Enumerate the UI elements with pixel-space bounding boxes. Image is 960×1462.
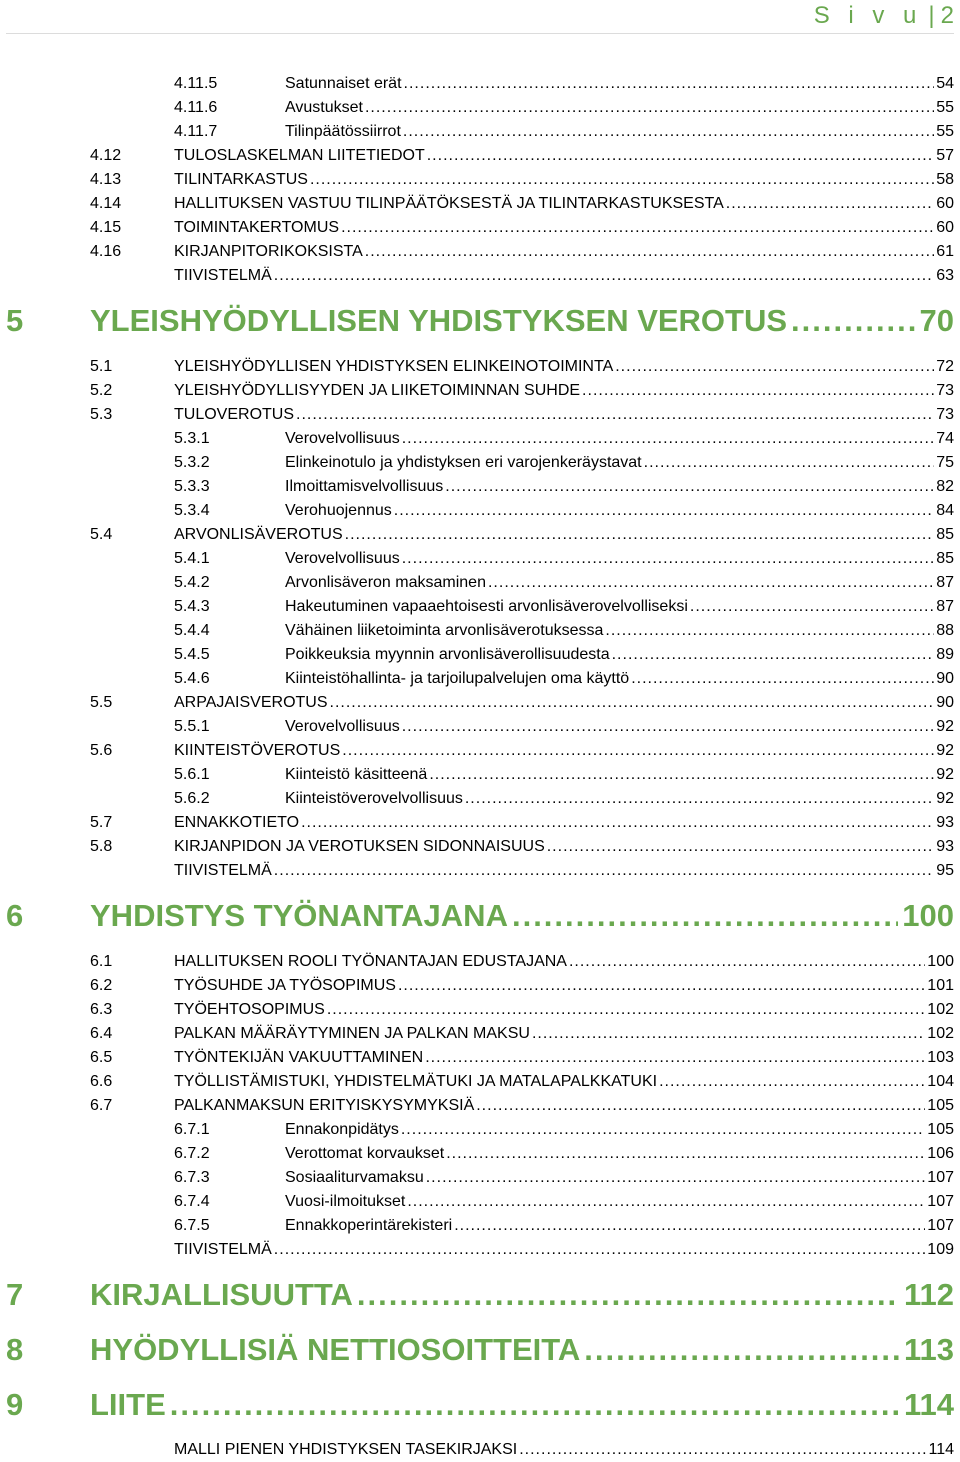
toc-entry-6-7-4[interactable]: 6.7.4 Vuosi-ilmoitukset ..... 107 [174,1190,954,1214]
toc-entry-5-3[interactable]: 5.3 TULOVEROTUS ..... 73 [90,403,954,427]
page-label: S i v u [813,2,923,29]
page-header [814,2,954,30]
toc-entry-4-13[interactable]: 4.13 TILINTARKASTUS ..... 58 [90,168,954,192]
toc-chapter-7[interactable]: 7 KIRJALLISUUTTA ..... 112 [6,1274,954,1316]
toc-entry-tiivistelma-5[interactable]: TIIVISTELMÄ ..... 95 [174,859,954,883]
toc-entry-6-4[interactable]: 6.4 PALKAN MÄÄRÄYTYMINEN JA PALKAN MAKSU ..... 102 [90,1022,954,1046]
toc-entry-4-12[interactable]: 4.12 TULOSLASKELMAN LIITETIEDOT ..... 57 [90,144,954,168]
toc-chapter-8[interactable]: 8 HYÖDYLLISIÄ NETTIOSOITTEITA ..... 113 [6,1329,954,1371]
toc-entry-6-7[interactable]: 6.7 PALKANMAKSUN ERITYISKYSYMYKSIÄ ..... 105 [90,1094,954,1118]
toc-chapter-5[interactable]: 5 YLEISHYÖDYLLISEN YHDISTYKSEN VEROTUS ..... 70 [6,300,954,342]
toc-entry-tiivistelma-6[interactable]: TIIVISTELMÄ ..... 109 [174,1238,954,1262]
toc-entry-6-7-5[interactable]: 6.7.5 Ennakkoperintärekisteri ..... 107 [174,1214,954,1238]
toc-entry-4-11-6[interactable]: 4.11.6 Avustukset ..... 55 [174,96,954,120]
toc-entry-6-5[interactable]: 6.5 TYÖNTEKIJÄN VAKUUTTAMINEN ..... 103 [90,1046,954,1070]
toc-entry-4-14[interactable]: 4.14 HALLITUKSEN VASTUU TILINPÄÄTÖKSESTÄ JA TILINTARKASTUKSESTA ..... 60 [90,192,954,216]
toc-entry-5-4-5[interactable]: 5.4.5 Poikkeuksia myynnin arvonlisäverollisuudesta ..... 89 [174,643,954,667]
toc-entry-5-4-6[interactable]: 5.4.6 Kiinteistöhallinta- ja tarjoilupalvelujen oma käyttö ..... 90 [174,667,954,691]
toc-entry-6-7-2[interactable]: 6.7.2 Verottomat korvaukset ..... 106 [174,1142,954,1166]
toc-entry-5-1[interactable]: 5.1 YLEISHYÖDYLLISEN YHDISTYKSEN ELINKEINOTOIMINTA ..... 72 [90,355,954,379]
page-number: 2 [940,2,954,29]
toc-entry-4-15[interactable]: 4.15 TOIMINTAKERTOMUS ..... 60 [90,216,954,240]
toc-chapter-9[interactable]: 9 LIITE ..... 114 [6,1384,954,1426]
toc-entry-5-7[interactable]: 5.7 ENNAKKOTIETO ..... 93 [90,811,954,835]
toc-entry-5-3-3[interactable]: 5.3.3 Ilmoittamisvelvollisuus ..... 82 [174,475,954,499]
toc-entry-5-2[interactable]: 5.2 YLEISHYÖDYLLISYYDEN JA LIIKETOIMINNAN SUHDE ..... 73 [90,379,954,403]
header-rule [6,33,954,34]
toc-entry-5-8[interactable]: 5.8 KIRJANPIDON JA VEROTUKSEN SIDONNAISUUS ..... 93 [90,835,954,859]
toc-entry-6-1[interactable]: 6.1 HALLITUKSEN ROOLI TYÖNANTAJAN EDUSTAJANA ..... 100 [90,950,954,974]
toc-chapter-6[interactable]: 6 YHDISTYS TYÖNANTAJANA ..... 100 [6,895,954,937]
toc-entry-4-16[interactable]: 4.16 KIRJANPITORIKOKSISTA ..... 61 [90,240,954,264]
toc-entry-tiivistelma-4[interactable]: TIIVISTELMÄ ..... 63 [174,264,954,288]
toc-entry-5-6-1[interactable]: 5.6.1 Kiinteistö käsitteenä ..... 92 [174,763,954,787]
toc-entry-6-6[interactable]: 6.6 TYÖLLISTÄMISTUKI, YHDISTELMÄTUKI JA MATALAPALKKATUKI ..... 104 [90,1070,954,1094]
page-separator: | [928,2,935,29]
toc-entry-5-4-4[interactable]: 5.4.4 Vähäinen liiketoiminta arvonlisäverotuksessa ..... 88 [174,619,954,643]
toc-entry-5-3-4[interactable]: 5.3.4 Verohuojennus ..... 84 [174,499,954,523]
toc-entry-5-4-1[interactable]: 5.4.1 Verovelvollisuus ..... 85 [174,547,954,571]
toc-entry-5-3-1[interactable]: 5.3.1 Verovelvollisuus ..... 74 [174,427,954,451]
toc-entry-5-4-3[interactable]: 5.4.3 Hakeutuminen vapaaehtoisesti arvonlisäverovelvolliseksi ..... 87 [174,595,954,619]
toc-entry-4-11-7[interactable]: 4.11.7 Tilinpäätössiirrot ..... 55 [174,120,954,144]
toc-entry-5-4[interactable]: 5.4 ARVONLISÄVEROTUS ..... 85 [90,523,954,547]
toc-entry-5-5-1[interactable]: 5.5.1 Verovelvollisuus ..... 92 [174,715,954,739]
toc-entry-6-2[interactable]: 6.2 TYÖSUHDE JA TYÖSOPIMUS ..... 101 [90,974,954,998]
toc-entry-5-4-2[interactable]: 5.4.2 Arvonlisäveron maksaminen ..... 87 [174,571,954,595]
toc-entry-5-3-2[interactable]: 5.3.2 Elinkeinotulo ja yhdistyksen eri varojenkeräystavat ..... 75 [174,451,954,475]
toc-entry-5-5[interactable]: 5.5 ARPAJAISVEROTUS ..... 90 [90,691,954,715]
toc-entry-4-11-5[interactable]: 4.11.5 Satunnaiset erät ..... 54 [174,72,954,96]
toc-entry-6-7-3[interactable]: 6.7.3 Sosiaaliturvamaksu ..... 107 [174,1166,954,1190]
toc-entry-6-3[interactable]: 6.3 TYÖEHTOSOPIMUS ..... 102 [90,998,954,1022]
toc-entry-5-6[interactable]: 5.6 KIINTEISTÖVEROTUS ..... 92 [90,739,954,763]
toc-entry-6-7-1[interactable]: 6.7.1 Ennakonpidätys ..... 105 [174,1118,954,1142]
toc-entry-5-6-2[interactable]: 5.6.2 Kiinteistöverovelvollisuus ..... 92 [174,787,954,811]
toc-entry-liite-tasekirja[interactable]: MALLI PIENEN YHDISTYKSEN TASEKIRJAKSI ..... 114 [174,1438,954,1462]
